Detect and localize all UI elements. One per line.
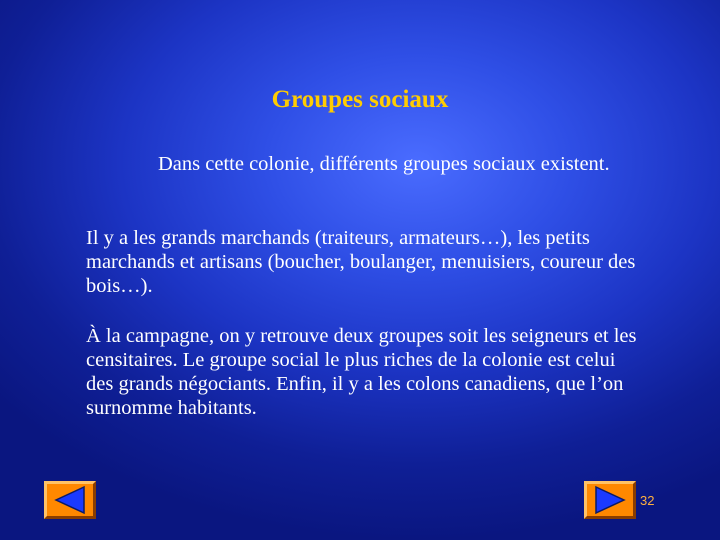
page-number: 32 (640, 493, 655, 508)
triangle-left-icon (47, 484, 93, 516)
slide-title: Groupes sociaux (271, 86, 449, 113)
previous-slide-button[interactable] (44, 481, 96, 519)
paragraph-merchants: Il y a les grands marchands (traiteurs, armateurs…), les petits marchands et artisans (boucher, boulanger, menuisiers, coureur des bois…). (86, 227, 636, 297)
paragraph-intro: Dans cette colonie, différents groupes sociaux existent. (158, 153, 610, 175)
triangle-right-icon (587, 484, 633, 516)
paragraph-countryside: À la campagne, on y retrouve deux groupes soit les seigneurs et les censitaires. Le groupe social le plus riches de la colonie est celui des grands négociants. Enfin, il y a les colons canadiens, que l’on surnomme habitants. (86, 325, 637, 419)
next-slide-button[interactable] (584, 481, 636, 519)
